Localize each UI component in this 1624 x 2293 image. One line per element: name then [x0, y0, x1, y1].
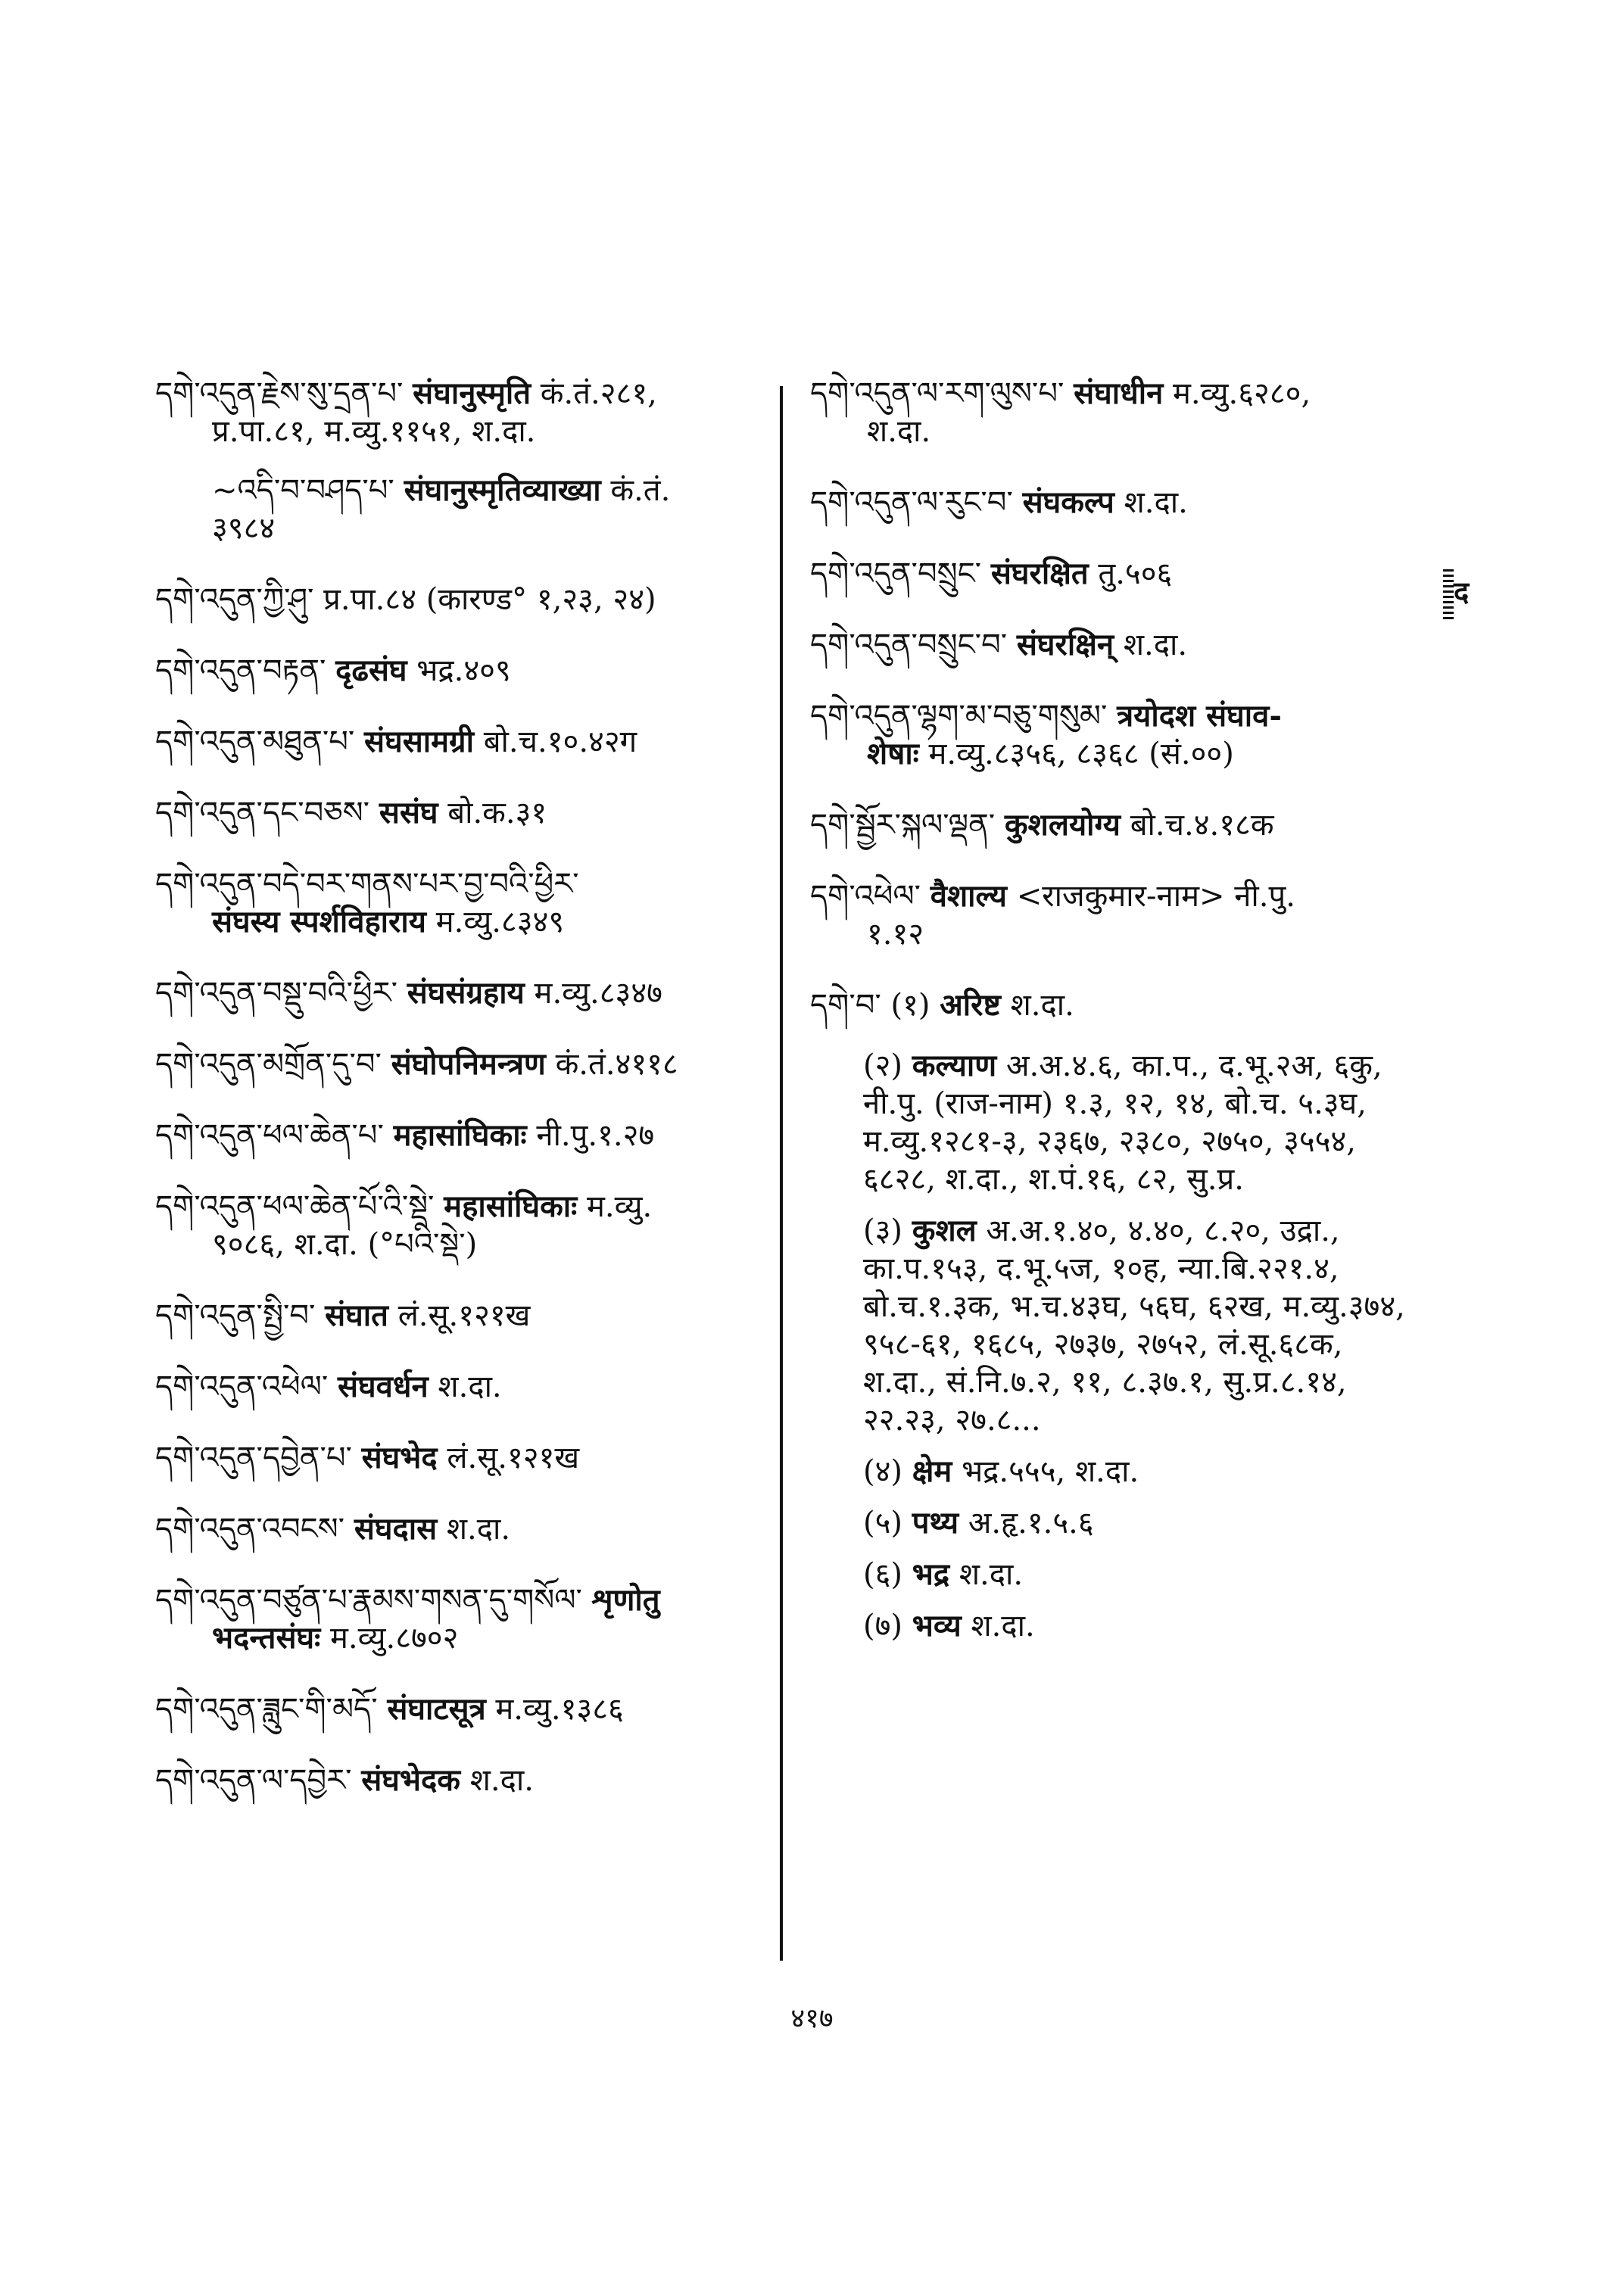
tibetan-headword: དགེ་འདུན་ཕལ་ཆེན་པ་ — [155, 1118, 384, 1153]
sanskrit-equivalent: संघभेदक — [361, 1762, 461, 1798]
dictionary-entry — [155, 375, 776, 547]
sanskrit-equivalent: क्षेम — [912, 1453, 952, 1489]
entry-line — [810, 806, 1416, 844]
source-reference: ९०८६, श.दा. (°པའི་སྡེ་) — [212, 1227, 478, 1262]
sanskrit-equivalent: संघस्य स्पर्शविहाराय — [212, 904, 426, 939]
source-reference: श.दा. — [469, 1763, 534, 1798]
source-reference: प्र.पा.८१, म.व्यु.११५१, श.दा. — [212, 414, 536, 449]
dictionary-entry — [155, 1368, 776, 1406]
entry-line — [155, 1188, 776, 1226]
source-reference: श.दा. — [438, 1369, 502, 1404]
source-reference: ३९८४ — [212, 511, 276, 546]
tibetan-headword: དགེ་འདུན་བདེ་བར་གནས་པར་བྱ་བའི་ཕྱིར་ — [155, 867, 579, 902]
entry-line — [155, 375, 776, 413]
dictionary-entry — [155, 1581, 776, 1657]
dictionary-entry — [155, 652, 776, 690]
dictionary-entry — [155, 1762, 776, 1799]
source-reference: बो.च.१०.४२ग — [483, 724, 637, 759]
sanskrit-equivalent: भव्य — [912, 1608, 962, 1643]
sanskrit-equivalent: भदन्तसंघः — [212, 1620, 321, 1656]
sanskrit-equivalent: ससंघ — [379, 795, 438, 830]
entry-continuation — [155, 413, 776, 450]
sanskrit-equivalent: पथ्य — [912, 1505, 959, 1541]
entry-line — [155, 1510, 776, 1548]
tibetan-headword: དགེ་འདུན་དབྱེན་པ་ — [155, 1441, 352, 1475]
tibetan-headword: དགེ་འདུན་ལྷག་མ་བཅུ་གསུམ་ — [810, 699, 1108, 734]
tibetan-headword: དགེ་འདུན་དང་བཅས་ — [155, 796, 370, 830]
entry-line — [212, 472, 776, 509]
sense-item — [810, 1504, 1416, 1542]
entry-line — [155, 1297, 776, 1335]
right-column — [810, 375, 1416, 1678]
column-divider — [780, 386, 783, 1961]
source-reference: म.व्यु. — [586, 1189, 653, 1224]
dictionary-entry — [155, 723, 776, 761]
sanskrit-equivalent: संघात — [325, 1298, 388, 1333]
source-reference: बो.क.३१ — [447, 796, 547, 830]
source-reference: प्र.पा.८४ (कारण्ड° १,२३, २४) — [323, 582, 656, 617]
dictionary-entry — [155, 1188, 776, 1263]
dictionary-entry — [810, 555, 1416, 593]
sanskrit-equivalent: कुशलयोग्य — [1004, 807, 1121, 843]
entry-continuation — [810, 413, 1416, 450]
dictionary-entry — [155, 1117, 776, 1154]
entry-line — [155, 581, 776, 618]
tibetan-headword: ~འདི་བ་བཤད་པ་ — [212, 473, 394, 508]
source-reference: लं.सू.१२१ख — [397, 1298, 531, 1333]
sanskrit-equivalent: संघाटसूत्र — [387, 1691, 486, 1727]
entry-line — [810, 484, 1416, 522]
sense-number: (६) — [863, 1557, 903, 1592]
entry-line — [155, 1762, 776, 1799]
entry-line — [810, 626, 1416, 664]
source-reference: कं.तं. — [610, 473, 671, 508]
dictionary-entry — [155, 974, 776, 1012]
entry-continuation — [155, 903, 776, 941]
dictionary-entry — [810, 484, 1416, 522]
sanskrit-equivalent: कुशल — [912, 1213, 977, 1248]
sense-item — [810, 1453, 1416, 1491]
sense-number: (५) — [863, 1506, 903, 1541]
source-reference: श.दा. — [867, 414, 931, 449]
sanskrit-equivalent: संघानुस्मृतिव्याख्या — [404, 472, 601, 508]
source-reference: तु.५०६ — [1098, 556, 1173, 591]
entry-line — [155, 1045, 776, 1083]
entry-line — [810, 555, 1416, 593]
sanskrit-equivalent: त्रयोदश संघाव- — [1117, 698, 1282, 734]
dictionary-entry — [155, 581, 776, 618]
sense-number: (३) — [863, 1213, 903, 1248]
dictionary-entry — [155, 794, 776, 832]
entry-line — [155, 1368, 776, 1406]
sanskrit-equivalent: शृणोतु — [591, 1582, 660, 1618]
source-reference: श.दा. — [1123, 628, 1188, 662]
sense-item — [810, 1556, 1416, 1594]
sanskrit-equivalent: महासांघिकाः — [444, 1189, 578, 1224]
source-reference: भद्र.४०९ — [416, 653, 511, 688]
source-reference: कं.तं.४११८ — [555, 1047, 678, 1082]
tibetan-headword: དགེ་འདུན་བསྲུང་བ་ — [810, 628, 1008, 662]
dictionary-entry — [155, 1690, 776, 1728]
source-reference: अ.अ.४.६, का.प., द.भू.२अ, ६कु, नी.पु. (राज-नाम) १.३, १२, १४, बो.च. ५.३घ, म.व्यु.१२८१-३, २३६७, २३८०, २७५०, ३५५४, ६८२८, श.दा., श.पं.१६, ८२, सु.प्र. — [863, 1048, 1382, 1197]
dictionary-entry — [810, 697, 1416, 773]
dictionary-entry — [155, 1297, 776, 1335]
source-reference: कं.तं.२८१, — [540, 376, 657, 411]
dictionary-entry — [155, 1439, 776, 1477]
source-reference: १.१२ — [867, 917, 924, 952]
entry-line — [155, 1690, 776, 1728]
entry-line — [155, 1117, 776, 1154]
sanskrit-equivalent: दृढसंघ — [335, 653, 407, 688]
source-reference: अ.अ.१.४०, ४.४०, ८.२०, उद्रा., का.प.१५३, द.भू.५ज, १०ह, न्या.बि.२२१.४, बो.च.१.३क, भ.च.४३घ, ५६घ, ६२ख, म.व्यु.३७४, ९५८-६१, १६८५, २७३७, २७५२, लं.सू.६८क, श.दा., सं.नि.७.२, ११, ८.३७.१, सु.प्र.८.१४, २२.२३, २७.८... — [863, 1213, 1405, 1438]
sense-number: (२) — [863, 1048, 903, 1083]
source-reference: श.दा. — [1124, 485, 1188, 520]
sub-entry — [155, 472, 776, 547]
source-reference: श.दा. — [1010, 988, 1074, 1023]
entry-continuation — [155, 1226, 776, 1263]
dictionary-entry — [155, 1510, 776, 1548]
tibetan-headword: དགེ་སྦྱོར་སྐལ་ལྡན་ — [810, 808, 996, 843]
source-reference: म.व्यु.१३८६ — [495, 1692, 624, 1727]
sanskrit-equivalent: संघाधीन — [1074, 375, 1164, 411]
source-reference: <राजकुमार-नाम> नी.पु. — [1016, 879, 1295, 914]
sanskrit-equivalent: महासांघिकाः — [393, 1117, 527, 1153]
entry-line — [155, 794, 776, 832]
tibetan-headword: དགེ་འདུན་ཟླུང་གི་མདོ་ — [155, 1692, 378, 1727]
dictionary-entry — [155, 1045, 776, 1083]
tibetan-headword: དགེ་འདུན་སྤྱི་བ་ — [155, 1298, 316, 1333]
source-reference: म.व्यु.८३४९ — [435, 905, 565, 939]
tibetan-headword: དགེ་འདུན་ཀྱི་ཤུ་ — [155, 582, 314, 617]
entry-line — [810, 697, 1416, 735]
thumb-index-letter: द — [1454, 575, 1470, 609]
entry-continuation — [810, 735, 1416, 773]
left-column — [155, 375, 776, 1833]
sanskrit-equivalent: संघोपनिमन्त्रण — [391, 1046, 546, 1082]
sense-item — [810, 1212, 1416, 1439]
sanskrit-equivalent: संघसंग्रहाय — [407, 975, 525, 1011]
sanskrit-equivalent: संघरक्षित — [990, 556, 1089, 591]
dictionary-entry — [155, 865, 776, 941]
tibetan-headword: དགེ་འདུན་མགྲོན་དུ་བ་ — [155, 1047, 382, 1082]
dictionary-entry — [810, 626, 1416, 664]
tibetan-headword: དགེ་འདུན་འཕེལ་ — [155, 1369, 329, 1404]
tibetan-headword: དགེ་འདུན་བསྡུ་བའི་ཕྱིར་ — [155, 976, 397, 1011]
tibetan-headword: དགེ་འདུན་འབངས་ — [155, 1512, 345, 1547]
tibetan-headword: དགེ་འདུན་བཙུན་པ་རྣམས་གསན་དུ་གསོལ་ — [155, 1583, 582, 1618]
source-reference: अ.हृ.१.५.६ — [968, 1506, 1094, 1541]
tibetan-headword: དགེ་བ་ — [810, 988, 881, 1023]
tibetan-headword: དགེ་འདུན་ལ་དབྱེར་ — [155, 1763, 352, 1798]
entry-continuation — [155, 1619, 776, 1657]
source-reference: श.दा. — [959, 1557, 1024, 1592]
entry-line — [155, 1439, 776, 1477]
sanskrit-equivalent: संघदास — [354, 1511, 438, 1547]
sense-item — [810, 1047, 1416, 1198]
sense-item — [810, 1607, 1416, 1645]
entry-line — [155, 1581, 776, 1619]
sense-number: (१) — [890, 988, 930, 1023]
sanskrit-equivalent: संघरक्षिन् — [1016, 627, 1114, 662]
tibetan-headword: དགེ་འཕེལ་ — [810, 879, 921, 914]
source-reference: लं.सू.१२१ख — [447, 1441, 580, 1475]
sanskrit-equivalent: संघानुस्मृति — [413, 375, 531, 411]
source-reference: श.दा. — [446, 1512, 511, 1547]
sanskrit-equivalent: संघभेद — [361, 1440, 438, 1475]
entry-line — [155, 974, 776, 1012]
source-reference: म.व्यु.८३४७ — [534, 976, 662, 1011]
entry-line — [810, 877, 1416, 915]
source-reference: म.व्यु.८३५६, ८३६८ (सं.००) — [928, 737, 1234, 771]
sanskrit-equivalent: संघकल्प — [1022, 484, 1114, 520]
tibetan-headword: དགེ་འདུན་རྗེས་སུ་དྲན་པ་ — [155, 376, 404, 411]
tibetan-headword: དགེ་འདུན་བརྟན་ — [155, 653, 326, 688]
sanskrit-equivalent: अरिष्ट — [940, 987, 1001, 1023]
entry-line — [155, 652, 776, 690]
entry-continuation — [212, 509, 776, 547]
entry-continuation — [810, 915, 1416, 953]
source-reference: नी.पु.१.२७ — [536, 1118, 655, 1153]
dictionary-entry — [810, 986, 1416, 1645]
sanskrit-equivalent: संघसामग्री — [364, 724, 474, 759]
source-reference: भद्र.५५५, श.दा. — [962, 1454, 1139, 1489]
tibetan-headword: དགེ་འདུན་བསྲུང་ — [810, 556, 982, 591]
sanskrit-equivalent: भद्र — [912, 1556, 950, 1592]
thumb-index-bars — [1443, 569, 1454, 622]
entry-line — [810, 375, 1416, 413]
source-reference: श.दा. — [971, 1609, 1035, 1643]
sense-number: (४) — [863, 1454, 903, 1489]
sense-number: (७) — [863, 1609, 903, 1643]
dictionary-entry — [810, 877, 1416, 953]
tibetan-headword: དགེ་འདུན་མཐུན་པ་ — [155, 724, 355, 759]
sanskrit-equivalent: शेषाः — [867, 736, 919, 771]
entry-line — [810, 986, 1416, 1024]
page-number: ४१७ — [790, 2003, 834, 2034]
entry-line — [155, 865, 776, 903]
sanskrit-equivalent: संघवर्धन — [337, 1369, 429, 1404]
source-reference: म.व्यु.६२८०, — [1173, 376, 1311, 411]
source-reference: म.व्यु.८७०२ — [329, 1621, 459, 1656]
tibetan-headword: དགེ་འདུན་ལ་རུང་བ་ — [810, 485, 1013, 520]
dictionary-entry — [810, 375, 1416, 450]
tibetan-headword: དགེ་འདུན་ལ་རག་ལུས་པ་ — [810, 376, 1064, 411]
sanskrit-equivalent: कल्याण — [912, 1048, 997, 1083]
sanskrit-equivalent: वैशाल्य — [930, 878, 1007, 914]
dictionary-entry — [810, 806, 1416, 844]
tibetan-headword: དགེ་འདུན་ཕལ་ཆེན་པོ་འི་སྡེ་ — [155, 1189, 435, 1224]
entry-line — [155, 723, 776, 761]
thumb-index-tab — [1443, 569, 1470, 622]
source-reference: बो.च.४.१८क — [1130, 808, 1274, 843]
